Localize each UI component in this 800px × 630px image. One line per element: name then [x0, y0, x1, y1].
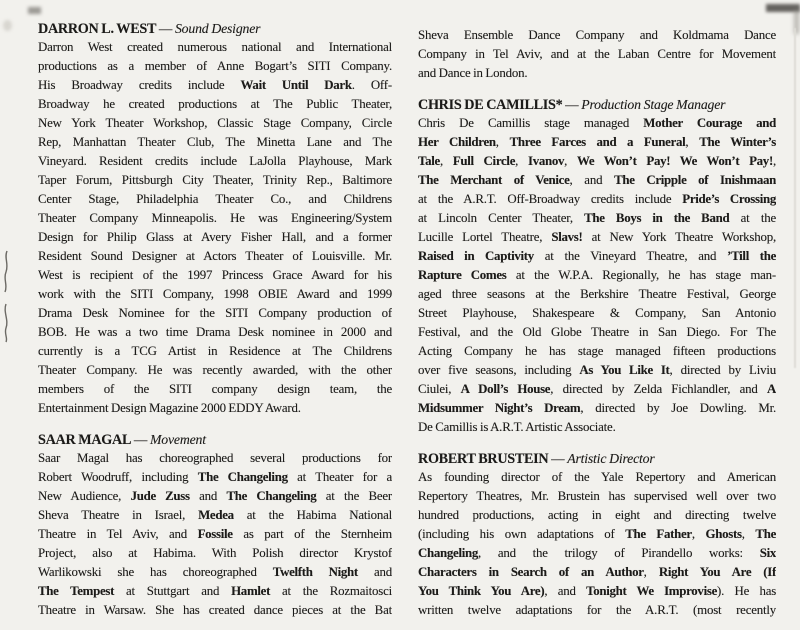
column-left	[38, 0, 392, 620]
body-text: ,	[495, 135, 510, 149]
title-emphasis: ’Till the	[727, 249, 776, 263]
title-emphasis: Six	[759, 546, 776, 560]
bio-text-line	[38, 133, 392, 152]
bio-text-line	[38, 57, 392, 76]
scan-artifact-left-smudge	[3, 20, 12, 31]
body-text: Lucille Lortel Theatre,	[418, 230, 552, 244]
title-emphasis: Pride’s Crossing	[682, 192, 776, 206]
bio-text-line	[38, 190, 392, 209]
body-text: and	[357, 565, 392, 579]
body-text: over five seasons, including	[418, 363, 580, 377]
bio-text-line	[418, 45, 776, 64]
title-emphasis: The Winter’s	[699, 135, 776, 149]
body-text: Theatre in Tel Aviv, and	[38, 527, 198, 541]
title-emphasis: Mother Courage and	[643, 116, 776, 130]
bio-text-line	[38, 380, 392, 399]
body-text: at the A.R.T. Off-Broadway credits include	[418, 192, 683, 206]
body-text: , and the trilogy of Pirandello works:	[478, 546, 760, 560]
bio-text-line	[38, 468, 392, 487]
body-text: Festival, and the Old Globe Theatre in San Diego. For The	[418, 325, 776, 339]
bio-text-line	[38, 563, 392, 582]
title-emphasis: Right You Are (If	[658, 565, 776, 579]
body-text: at Stuttgart and	[114, 584, 232, 598]
body-text: productions as a member of Anne Bogart’s SITI Company.	[38, 59, 392, 73]
title-emphasis: You Think You Are)	[418, 584, 545, 598]
bio-section	[418, 449, 776, 620]
body-text: and Dance in London.	[418, 66, 528, 80]
bio-text-line	[418, 152, 776, 171]
bio-text-line	[38, 209, 392, 228]
bio-text-line	[418, 468, 776, 487]
bio-text-line	[418, 190, 776, 209]
title-emphasis: Wait Until Dark	[240, 78, 352, 92]
body-text: New York Theater Workshop, Classic Stage Company, Circle	[38, 116, 392, 130]
title-emphasis: Full Circle	[452, 154, 516, 168]
bio-text-line	[38, 285, 392, 304]
body-text: ,	[772, 154, 776, 168]
bio-text-line	[418, 266, 776, 285]
body-text: Resident Sound Designer at Actors Theater of Louisville. Mr.	[38, 249, 392, 263]
heading-role: Artistic Director	[567, 451, 655, 466]
body-text: at Lincoln Center Theater,	[418, 211, 585, 225]
bio-text-line	[38, 544, 392, 563]
body-text: Robert Woodruff, including	[38, 470, 198, 484]
title-emphasis: Her Children	[418, 135, 496, 149]
title-emphasis: We Won’t Pay! We Won’t Pay!	[577, 154, 773, 168]
bio-text-line	[418, 342, 776, 361]
body-text: at the Habima National	[233, 508, 392, 522]
title-emphasis: Changeling	[418, 546, 479, 560]
body-text: Street Playhouse, Shakespeare & Company, San Antonio	[418, 306, 776, 320]
title-emphasis: The Merchant of Venice	[418, 173, 570, 187]
body-text: , directed by Liviu	[669, 363, 776, 377]
heading-role: Production Stage Manager	[581, 97, 726, 112]
title-emphasis: The Changeling	[226, 489, 317, 503]
title-emphasis: The Boys in the Band	[584, 211, 730, 225]
body-text: Sheva Theatre in Israel,	[38, 508, 199, 522]
bio-section	[418, 95, 776, 437]
body-text: Broadway he created productions at The Public Theater,	[38, 97, 392, 111]
title-emphasis: The Changeling	[197, 470, 288, 484]
body-text: at the Rozmaitosci	[270, 584, 392, 598]
bio-text-line	[38, 228, 392, 247]
body-text: ). He has	[717, 584, 776, 598]
bio-text-line	[38, 399, 392, 418]
bio-text-line	[418, 525, 776, 544]
title-emphasis: Raised in Captivity	[418, 249, 534, 263]
body-text: ,	[685, 135, 700, 149]
bio-text-line	[38, 304, 392, 323]
body-text: , and	[569, 173, 615, 187]
bio-text-line	[38, 114, 392, 133]
heading-role: Sound Designer	[174, 21, 261, 36]
bio-text-line	[38, 266, 392, 285]
title-emphasis: The Cripple of Inishmaan	[614, 173, 776, 187]
body-text: New Audience,	[38, 489, 131, 503]
body-text: Saar Magal has choreographed several productions for	[38, 451, 392, 465]
bio-text-line	[418, 285, 776, 304]
body-text: Drama Desk Nominee for the SITI Company production of	[38, 306, 392, 320]
body-text: ,	[564, 154, 577, 168]
title-emphasis: Three Farces and a Funeral	[509, 135, 686, 149]
body-text: , and	[544, 584, 587, 598]
heading-name: CHRIS DE CAMILLIS*	[418, 97, 563, 113]
bio-text-line	[418, 64, 776, 83]
title-emphasis: Rapture Comes	[418, 268, 507, 282]
bio-text-line	[418, 361, 776, 380]
bio-text-line	[418, 209, 776, 228]
body-text: at the Vineyard Theatre, and	[533, 249, 728, 263]
bio-text-line	[418, 601, 776, 620]
title-emphasis: Twelfth Night	[272, 565, 358, 579]
bio-text-line	[418, 544, 776, 563]
bio-text-line	[418, 133, 776, 152]
bio-text-line	[38, 449, 392, 468]
bio-text-line	[418, 399, 776, 418]
title-emphasis: Ghosts	[705, 527, 742, 541]
bio-text-line	[38, 171, 392, 190]
title-emphasis: The Father	[625, 527, 692, 541]
body-text: West is recipient of the 1997 Princess Grace Award for his	[38, 268, 392, 282]
body-text: hundred productions, acting in eight and directing twelve	[418, 508, 776, 522]
bio-section	[418, 26, 776, 83]
bio-section	[38, 430, 392, 620]
bio-text-line	[418, 563, 776, 582]
body-text: Center Stage, Philadelphia Theater Co., and Childrens	[38, 192, 392, 206]
section-heading	[38, 430, 392, 449]
body-text: Design for Philip Glass at Avery Fisher Hall, and a former	[38, 230, 392, 244]
body-text: ,	[643, 565, 659, 579]
heading-name: SAAR MAGAL	[38, 432, 132, 448]
bio-text-line	[418, 380, 776, 399]
bio-text-line	[418, 171, 776, 190]
title-emphasis: Ivanov	[527, 154, 565, 168]
heading-name: ROBERT BRUSTEIN	[418, 451, 549, 467]
body-text: work with the SITI Company, 1998 OBIE Award and 1999	[38, 287, 392, 301]
body-text: at Theater for a	[287, 470, 392, 484]
bio-text-line	[38, 342, 392, 361]
body-text: currently is a TCG Artist in Residence at The Childrens	[38, 344, 392, 358]
bio-text-line	[38, 38, 392, 57]
body-text: . Off-	[351, 78, 392, 92]
bio-text-line	[418, 323, 776, 342]
body-text: Ciulei,	[418, 382, 461, 396]
heading-separator: —	[156, 21, 175, 36]
bio-text-line	[418, 228, 776, 247]
bio-text-line	[418, 582, 776, 601]
title-emphasis: Hamlet	[231, 584, 271, 598]
body-text: at the	[729, 211, 776, 225]
heading-name: DARRON L. WEST	[38, 21, 157, 37]
body-text: Theater Company. He was recently awarded, with the other	[38, 363, 392, 377]
body-text: De Camillis is A.R.T. Artistic Associate.	[418, 420, 616, 434]
body-text: ,	[439, 154, 453, 168]
bio-text-line	[418, 304, 776, 323]
section-heading	[418, 449, 776, 468]
bio-text-line	[418, 418, 776, 437]
body-text: Acting Company he has stage managed fifteen productions	[418, 344, 776, 358]
body-text: His Broadway credits include	[38, 78, 241, 92]
body-text: Repertory Theatres, Mr. Brustein has supervised well over two	[418, 489, 776, 503]
bio-text-line	[38, 525, 392, 544]
title-emphasis: A Doll’s House	[460, 382, 551, 396]
bio-text-line	[38, 152, 392, 171]
body-text: BOB. He was a two time Drama Desk nominee in 2000 and	[38, 325, 392, 339]
bio-text-line	[38, 76, 392, 95]
title-emphasis: As You Like It	[579, 363, 670, 377]
bio-text-line	[418, 506, 776, 525]
bio-text-line	[38, 361, 392, 380]
column-right	[418, 0, 776, 620]
body-text: members of the SITI company design team, the	[38, 382, 392, 396]
section-heading	[418, 95, 776, 114]
bio-text-line	[38, 323, 392, 342]
heading-separator: —	[562, 97, 582, 112]
body-text: at the W.P.A. Regionally, he has stage man-	[506, 268, 776, 282]
body-text: Entertainment Design Magazine 2000 EDDY Award.	[38, 401, 301, 415]
heading-separator: —	[548, 451, 568, 466]
scan-artifact-left-squiggle	[0, 248, 14, 344]
body-text: written twelve adaptations for the A.R.T. (most recently	[418, 603, 776, 617]
body-text: at the Beer	[316, 489, 392, 503]
body-text: ,	[515, 154, 528, 168]
title-emphasis: Slavs!	[551, 230, 583, 244]
bio-text-line	[38, 95, 392, 114]
body-text: at New York Theatre Workshop,	[582, 230, 776, 244]
body-text: Project, also at Habima. With Polish director Krystof	[38, 546, 392, 560]
body-text: , directed by Joe Dowling. Mr.	[580, 401, 776, 415]
body-text: and	[189, 489, 227, 503]
bio-text-line	[38, 506, 392, 525]
body-text: aged three seasons at the Berkshire Theatre Festival, George	[418, 287, 776, 301]
body-text: (including his own adaptations of	[418, 527, 626, 541]
body-text: ,	[741, 527, 756, 541]
body-text: Theatre in Warsaw. She has created dance pieces at the Bat	[38, 603, 392, 617]
title-emphasis: Characters in Search of an Author	[418, 565, 644, 579]
bio-text-line	[418, 247, 776, 266]
bio-section	[38, 19, 392, 418]
title-emphasis: Tale	[418, 154, 440, 168]
title-emphasis: A	[766, 382, 776, 396]
title-emphasis: Tonight We Improvise	[586, 584, 717, 598]
body-text: Darron West created numerous national and International	[38, 40, 392, 54]
title-emphasis: Midsummer Night’s Dream	[418, 401, 581, 415]
body-text: Company in Tel Aviv, and at the Laban Centre for Movement	[418, 47, 776, 61]
body-text: Chris De Camillis stage managed	[418, 116, 644, 130]
section-heading	[38, 19, 392, 38]
body-text: as part of the Sternheim	[232, 527, 392, 541]
bio-text-line	[418, 487, 776, 506]
heading-separator: —	[131, 432, 151, 447]
body-text: Sheva Ensemble Dance Company and Koldmama Dance	[418, 28, 776, 42]
body-text: Theater Company Minneapolis. He was Engineering/System	[38, 211, 392, 225]
title-emphasis: The Tempest	[38, 584, 115, 598]
bio-text-line	[38, 601, 392, 620]
body-text: Taper Forum, Pittsburgh City Theater, Trinity Rep., Baltimore	[38, 173, 392, 187]
bio-text-line	[38, 582, 392, 601]
title-emphasis: Jude Zuss	[130, 489, 190, 503]
scan-artifact-top-right-fade	[794, 10, 799, 34]
title-emphasis: The	[755, 527, 776, 541]
bio-text-line	[418, 114, 776, 133]
heading-role: Movement	[150, 432, 206, 447]
body-text: , directed by Zelda Fichlandler, and	[550, 382, 767, 396]
body-text: Vineyard. Resident credits include LaJolla Playhouse, Mark	[38, 154, 392, 168]
body-text: Rep, Manhattan Theater Club, The Minetta Lane and The	[38, 135, 392, 149]
body-text: As founding director of the Yale Repertory and American	[418, 470, 776, 484]
bio-text-line	[38, 487, 392, 506]
body-text: Warlikowski she has choreographed	[38, 565, 273, 579]
scan-artifact-right-edge-line	[794, 28, 796, 368]
body-text: ,	[691, 527, 706, 541]
title-emphasis: Fossile	[197, 527, 233, 541]
bio-text-line	[38, 247, 392, 266]
title-emphasis: Medea	[198, 508, 234, 522]
bio-text-line	[418, 26, 776, 45]
